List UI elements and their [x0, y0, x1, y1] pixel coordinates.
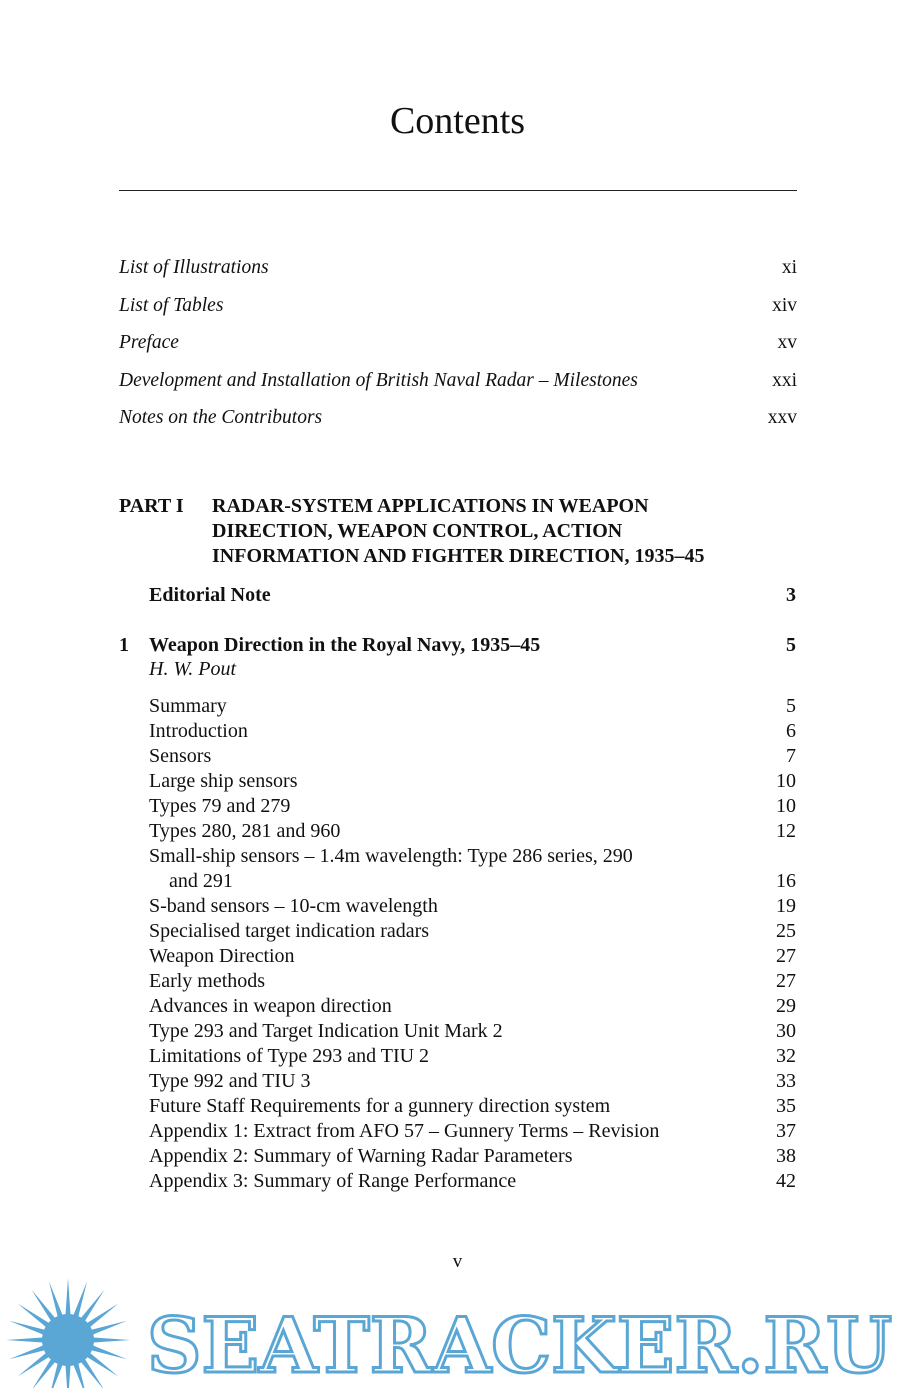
- page-number: 6: [786, 720, 796, 742]
- section-title: Types 79 and 279: [149, 795, 291, 817]
- section-title: Appendix 3: Summary of Range Performance: [149, 1170, 517, 1192]
- sun-disc: [42, 1314, 94, 1366]
- section-title: Early methods: [149, 970, 266, 992]
- front-matter-item[interactable]: [119, 368, 797, 394]
- part-title-line: INFORMATION AND FIGHTER DIRECTION, 1935–45: [212, 545, 705, 567]
- page-number: 33: [776, 1070, 796, 1092]
- page-number: 3: [786, 584, 796, 606]
- editorial-note-label: Editorial Note: [149, 584, 271, 606]
- section-entry[interactable]: [149, 719, 796, 744]
- section-title: Types 280, 281 and 960: [149, 820, 341, 842]
- page-number: xxv: [767, 407, 797, 428]
- editorial-note-entry[interactable]: [149, 582, 796, 608]
- page-number: 16: [776, 870, 796, 892]
- chapter-title: Weapon Direction in the Royal Navy, 1935–45: [149, 634, 541, 656]
- section-title: S-band sensors – 10-cm wavelength: [149, 895, 438, 917]
- section-entry[interactable]: [149, 844, 796, 894]
- sun-ray: [6, 1337, 44, 1342]
- watermark: [0, 1248, 915, 1388]
- section-entry[interactable]: [149, 919, 796, 944]
- page-number: 27: [776, 970, 796, 992]
- page-number: xi: [781, 257, 797, 278]
- sun-ray: [49, 1281, 63, 1318]
- part-title-line: DIRECTION, WEAPON CONTROL, ACTION: [212, 520, 623, 542]
- section-title: Introduction: [149, 720, 248, 742]
- section-entry[interactable]: [149, 1044, 796, 1069]
- front-matter-label: Development and Installation of British Naval Radar – Milestones: [119, 370, 638, 391]
- title-divider: [119, 190, 797, 191]
- section-entry[interactable]: [149, 819, 796, 844]
- section-title: Weapon Direction: [149, 945, 295, 967]
- page-number: xiv: [772, 295, 797, 316]
- page-number: 10: [776, 770, 796, 792]
- section-entry[interactable]: [149, 794, 796, 819]
- page-number: 10: [776, 795, 796, 817]
- page-number: 37: [776, 1120, 796, 1142]
- page-number: 5: [786, 634, 796, 656]
- page-number: 7: [786, 745, 796, 767]
- page-number: 27: [776, 945, 796, 967]
- section-title: Specialised target indication radars: [149, 920, 430, 942]
- section-entry[interactable]: [149, 944, 796, 969]
- section-title: Small-ship sensors – 1.4m wavelength: Type 286 series, 290: [149, 845, 633, 867]
- front-matter-label: Notes on the Contributors: [119, 407, 323, 428]
- section-entry[interactable]: [149, 769, 796, 794]
- page-number: 38: [776, 1145, 796, 1167]
- part-title: [212, 494, 772, 569]
- section-title: Appendix 1: Extract from AFO 57 – Gunnery Terms – Revision: [149, 1120, 660, 1142]
- section-entry[interactable]: [149, 744, 796, 769]
- sun-icon: [6, 1278, 130, 1388]
- page-number: 5: [786, 695, 796, 717]
- sun-ray: [65, 1278, 70, 1316]
- page-title: Contents: [389, 100, 526, 142]
- section-entry[interactable]: [149, 969, 796, 994]
- chapter-author: H. W. Pout: [149, 658, 237, 680]
- page-number: 42: [776, 1170, 796, 1192]
- page-number: 19: [776, 895, 796, 917]
- section-title-continuation: and 291: [169, 870, 233, 892]
- section-title: Limitations of Type 293 and TIU 2: [149, 1045, 430, 1067]
- page-number: 12: [776, 820, 796, 842]
- section-title: Advances in weapon direction: [149, 995, 392, 1017]
- part-label: PART I: [119, 495, 184, 517]
- section-entry[interactable]: [149, 1169, 796, 1194]
- page-number: 32: [776, 1045, 796, 1067]
- sun-ray: [73, 1281, 87, 1318]
- chapter-number: 1: [119, 634, 129, 656]
- front-matter-item[interactable]: [119, 255, 797, 281]
- front-matter-label: List of Tables: [119, 295, 224, 316]
- front-matter-item[interactable]: [119, 293, 797, 319]
- page-number: 25: [776, 920, 796, 942]
- sun-ray: [92, 1337, 130, 1342]
- section-entry[interactable]: [149, 694, 796, 719]
- front-matter-item[interactable]: [119, 330, 797, 356]
- front-matter-label: List of Illustrations: [119, 257, 269, 278]
- section-entry[interactable]: [149, 1069, 796, 1094]
- section-title: Appendix 2: Summary of Warning Radar Parameters: [149, 1145, 573, 1167]
- section-entry[interactable]: [149, 1019, 796, 1044]
- sun-ray: [9, 1345, 46, 1359]
- page-number: 29: [776, 995, 796, 1017]
- sun-ray: [90, 1345, 127, 1359]
- section-title: Type 293 and Target Indication Unit Mark 2: [149, 1020, 503, 1042]
- section-entry[interactable]: [149, 1144, 796, 1169]
- front-matter-item[interactable]: [119, 405, 797, 431]
- front-matter-label: Preface: [119, 332, 179, 353]
- section-title: Type 992 and TIU 3: [149, 1070, 311, 1092]
- page-number: 35: [776, 1095, 796, 1117]
- page-number: xv: [777, 332, 797, 353]
- section-title: Large ship sensors: [149, 770, 298, 792]
- section-entry[interactable]: [149, 1119, 796, 1144]
- section-title: Future Staff Requirements for a gunnery direction system: [149, 1095, 611, 1117]
- section-entry[interactable]: [149, 894, 796, 919]
- sun-ray: [9, 1321, 46, 1335]
- section-list: [149, 694, 796, 1194]
- part-title-line: RADAR-SYSTEM APPLICATIONS IN WEAPON: [212, 495, 649, 517]
- section-title: Sensors: [149, 745, 212, 767]
- section-entry[interactable]: [149, 1094, 796, 1119]
- section-entry[interactable]: [149, 994, 796, 1019]
- section-title: Summary: [149, 695, 227, 717]
- watermark-text: SEATRACKER.RU: [147, 1301, 892, 1388]
- sun-ray: [90, 1321, 127, 1335]
- page-number: 30: [776, 1020, 796, 1042]
- page-number: xxi: [772, 370, 797, 391]
- page-folio: v: [452, 1251, 463, 1272]
- sun-ray: [65, 1364, 70, 1388]
